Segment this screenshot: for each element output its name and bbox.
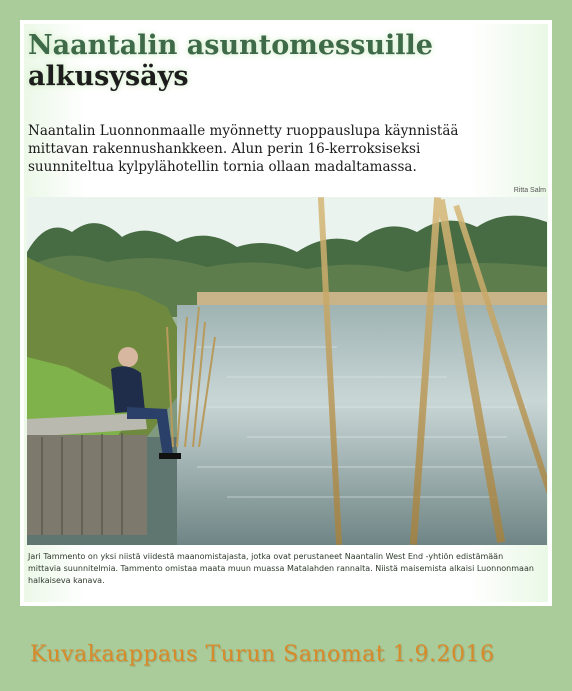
lake-scene-image bbox=[27, 197, 547, 545]
article-headline bbox=[28, 30, 528, 92]
article-lead: Naantalin Luonnonmaalle myönnetty ruoppauslupa käynnistää mittavan rakennushankkeen. Alun perin 16-kerroksiseksi suunniteltua kylpylähotellin tornia ollaan madaltamassa. bbox=[28, 123, 459, 175]
lake-photo bbox=[27, 197, 547, 545]
newspaper-clipping bbox=[24, 24, 548, 602]
screenshot-source-label: Kuvakaappaus Turun Sanomat 1.9.2016 bbox=[30, 642, 495, 667]
clipping-frame bbox=[20, 20, 552, 606]
headline-line-1: Naantalin asuntomessuille bbox=[28, 30, 433, 61]
photo-credit: Ritta Salm bbox=[513, 187, 546, 194]
headline-line-2: alkusysäys bbox=[28, 61, 189, 92]
photo-caption: Jari Tammento on yksi niistä viidestä maanomistajasta, jotka ovat perustaneet Naantalin West End -yhtiön edistämään mittavia suunnitelmia. Tammento omistaa maata muun muassa Matalahden rannalta. Niistä maisemista alkaisi Luonnonmaan halkaiseva kanava. bbox=[28, 552, 534, 585]
